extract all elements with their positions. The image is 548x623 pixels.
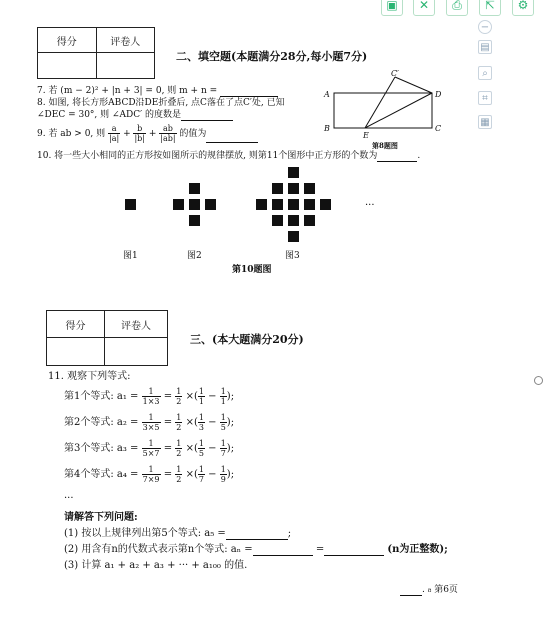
grader-label: 评卷人 <box>96 28 155 53</box>
answer-blank-9[interactable] <box>206 142 258 143</box>
label-e: E <box>363 131 369 140</box>
score-cell[interactable] <box>47 338 105 366</box>
label-c: C <box>435 124 442 133</box>
figure-10-ellipsis: ··· <box>365 200 375 211</box>
fraction: $\frac{a}{|a|}$ <box>109 124 120 143</box>
fraction: $\frac{b}{|b|}$ <box>134 124 145 143</box>
save-icon[interactable]: ▣ <box>381 0 403 16</box>
label-c-prime: C′ <box>391 69 399 78</box>
figure-8-caption: 第8题图 <box>372 141 398 150</box>
equation-ellipsis: ··· <box>64 493 74 504</box>
qr-icon[interactable]: ▦ <box>478 115 492 129</box>
print-icon[interactable]: ⎙ <box>446 0 468 16</box>
score-label: 得分 <box>38 28 97 53</box>
score-table-2 <box>37 27 155 79</box>
figure-label-1: 图1 <box>123 251 138 261</box>
figure-label-2: 图2 <box>187 251 202 261</box>
answer-blank-p2b[interactable] <box>324 555 384 556</box>
section3-title: 三、(本大题满分20分) <box>190 333 304 346</box>
figure-label-3: 图3 <box>285 251 300 261</box>
square <box>288 199 299 210</box>
figure-10-caption: 第10题图 <box>232 265 272 275</box>
square <box>272 215 283 226</box>
fit-page-icon[interactable]: ▤ <box>478 40 492 54</box>
fraction: $\frac{ab}{|ab|}$ <box>160 124 176 143</box>
grader-cell[interactable] <box>105 338 168 366</box>
equation-4: 第4个等式: a₄ = $\frac{1}{7\times 9}$ = $\frac{1}{2}$ ×( $\frac{1}{7}$ − $\frac{1}{9}$ ); <box>64 465 235 484</box>
question-7: 7. 若 (m − 2)² + |n + 3| = 0, 则 m + n = <box>37 85 278 97</box>
edge-dc-prime <box>395 77 432 93</box>
square <box>205 199 216 210</box>
equation-2: 第2个等式: a₂ = $\frac{1}{3\times 5}$ = $\frac{1}{2}$ ×( $\frac{1}{3}$ − $\frac{1}{5}$ ); <box>64 413 235 432</box>
square <box>173 199 184 210</box>
score-cell[interactable] <box>38 53 97 79</box>
minus-icon[interactable]: − <box>478 20 492 34</box>
zoom-icon[interactable]: ⌕ <box>478 66 492 80</box>
scroll-handle[interactable] <box>534 376 543 385</box>
figure-8 <box>322 68 450 150</box>
square <box>189 215 200 226</box>
footer-mark: . ₈ 第6页 <box>400 584 458 596</box>
square <box>304 215 315 226</box>
part-2: (2) 用含有n的代数式表示第n个等式: aₙ = = (n为正整数); <box>64 544 448 555</box>
square <box>189 199 200 210</box>
share-icon[interactable]: ⇱ <box>479 0 501 16</box>
part-1: (1) 按以上规律列出第5个等式: a₅ = ; <box>64 528 292 539</box>
score-table-3 <box>46 310 168 366</box>
question-8: 8. 如图, 将长方形ABCD沿DE折叠后, 点C落在了点C′处, 已知 ∠DEC = 30°, 则 ∠ADC′ 的度数是 <box>37 98 285 120</box>
square <box>288 167 299 178</box>
collapse-icon[interactable]: ✕ <box>413 0 435 16</box>
question-9: 9. 若 ab > 0, 则 $\frac{a}{|a|}$ + $\frac{b}{|b|}$ + $\frac{ab}{|ab|}$ 的值为 <box>37 124 258 143</box>
answer-blank-10[interactable] <box>377 161 417 162</box>
label-a: A <box>324 90 330 99</box>
score-label: 得分 <box>47 311 105 338</box>
grader-cell[interactable] <box>96 53 155 79</box>
equation-1: 第1个等式: a₁ = $\frac{1}{1\times 3}$ = $\frac{1}{2}$ ×( $\frac{1}{1}$ − $\frac{1}{1}$ ); <box>64 387 235 406</box>
section2-title: 二、填空题(本题满分28分,每小题7分) <box>176 50 368 63</box>
question-10: 10. 将一些大小相同的正方形按如图所示的规律摆放, 则第11个图形中正方形的个数为 . <box>37 151 421 161</box>
equation-list <box>64 384 234 488</box>
equation-3: 第3个等式: a₃ = $\frac{1}{5\times 7}$ = $\frac{1}{2}$ ×( $\frac{1}{5}$ − $\frac{1}{7}$ ); <box>64 439 235 458</box>
question-11: 11. 观察下列等式: <box>48 371 131 382</box>
label-b: B <box>324 124 330 133</box>
grader-label: 评卷人 <box>105 311 168 338</box>
prompt-text: 请解答下列问题: <box>64 512 138 523</box>
square <box>304 199 315 210</box>
answer-blank-8[interactable] <box>181 120 233 121</box>
square <box>189 183 200 194</box>
square <box>125 199 136 210</box>
square <box>288 215 299 226</box>
square <box>288 231 299 242</box>
square <box>320 199 331 210</box>
crop-icon[interactable]: ⌗ <box>478 91 492 105</box>
answer-blank-p2a[interactable] <box>253 555 313 556</box>
settings-icon[interactable]: ⚙ <box>512 0 534 16</box>
part-3: (3) 计算 a₁ + a₂ + a₃ + ··· + a₁₀₀ 的值. <box>64 560 248 571</box>
square <box>256 199 267 210</box>
square <box>272 183 283 194</box>
square <box>304 183 315 194</box>
square <box>288 183 299 194</box>
label-d: D <box>435 90 442 99</box>
square <box>272 199 283 210</box>
answer-blank-p1[interactable] <box>226 539 288 540</box>
